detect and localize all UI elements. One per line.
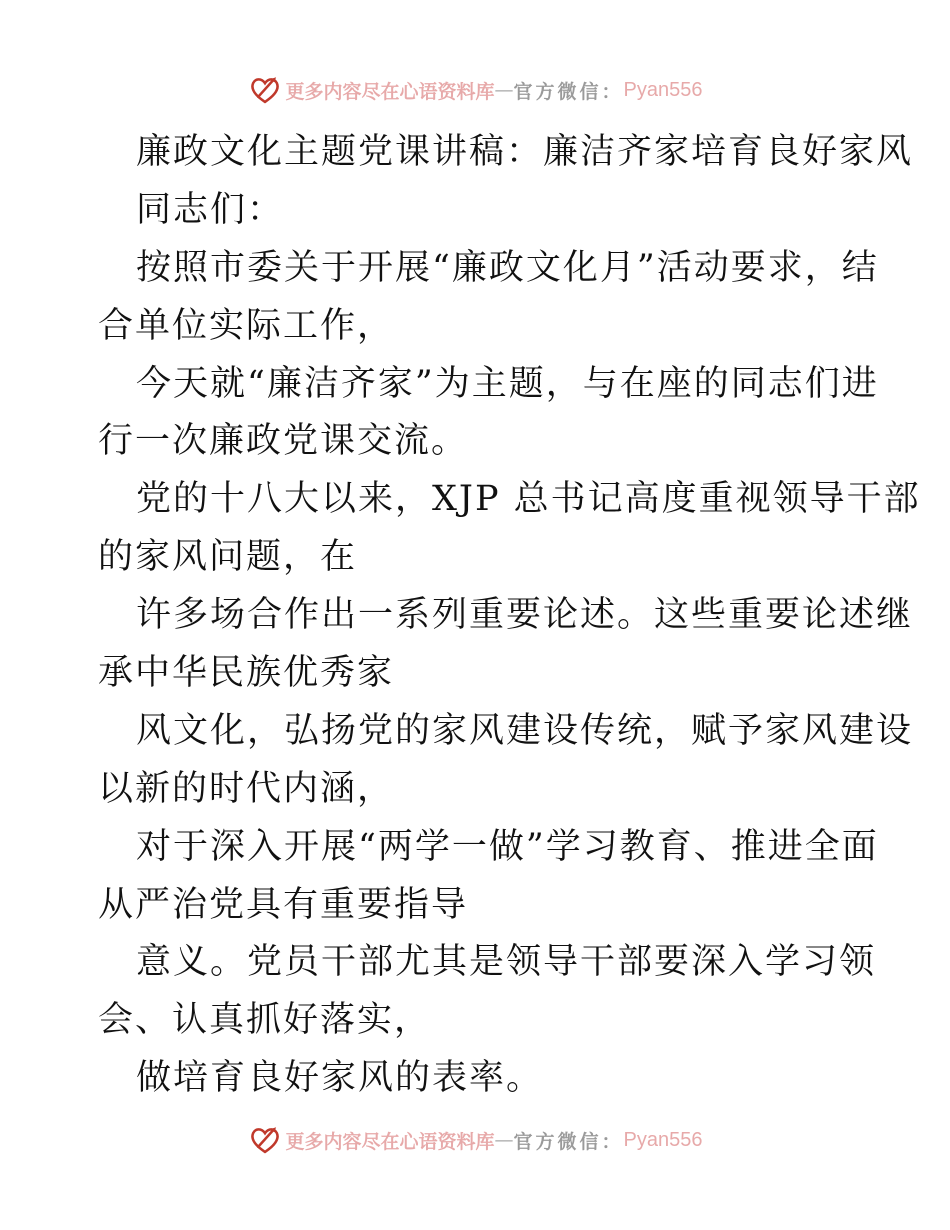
paragraph-line: 从严治党具有重要指导 [98, 884, 469, 925]
heart-quill-logo-icon [248, 1123, 282, 1157]
paragraph-line: 以新的时代内涵， [98, 768, 395, 809]
paragraph-line: 对于深入开展“两学一做”学习教育、推进全面 [136, 826, 879, 867]
watermark-separator: — [494, 1129, 514, 1151]
paragraph-line: 今天就“廉洁齐家”为主题，与在座的同志们进 [136, 363, 879, 404]
document-body [98, 124, 921, 1108]
watermark-header [0, 72, 950, 108]
watermark-wechat-id: Pyan556 [623, 1128, 703, 1151]
watermark-wechat-label: 官方微信： [513, 80, 624, 103]
watermark-wechat-id: Pyan556 [623, 78, 703, 101]
heart-quill-logo-icon [248, 73, 282, 107]
paragraph-line: 意义。党员干部尤其是领导干部要深入学习领 [136, 942, 877, 983]
watermark-slogan: 更多内容尽在心语资料库 [285, 80, 495, 103]
paragraph-line: 做培育良好家风的表率。 [136, 1058, 544, 1099]
paragraph-line: 行一次廉政党课交流。 [98, 421, 469, 462]
watermark-separator: — [494, 79, 514, 101]
paragraph-line: 承中华民族优秀家 [98, 653, 395, 694]
watermark-slogan: 更多内容尽在心语资料库 [285, 1130, 495, 1153]
paragraph-line: 按照市委关于开展“廉政文化月”活动要求，结 [136, 247, 879, 288]
paragraph-line: 的家风问题，在 [98, 537, 358, 578]
paragraph-line: 合单位实际工作， [98, 305, 395, 346]
paragraph-line: 许多场合作出一系列重要论述。这些重要论述继 [136, 595, 914, 636]
watermark-wechat-label: 官方微信： [513, 1130, 624, 1153]
paragraph-line: 党的十八大以来，XJP 总书记高度重视领导干部 [136, 479, 921, 520]
watermark-footer [0, 1122, 950, 1158]
salutation: 同志们： [136, 189, 285, 230]
paragraph-line: 风文化，弘扬党的家风建设传统，赋予家风建设 [136, 710, 914, 751]
paragraph-line: 会、认真抓好落实， [98, 1000, 432, 1041]
document-title: 廉政文化主题党课讲稿：廉洁齐家培育良好家风 [136, 132, 914, 172]
